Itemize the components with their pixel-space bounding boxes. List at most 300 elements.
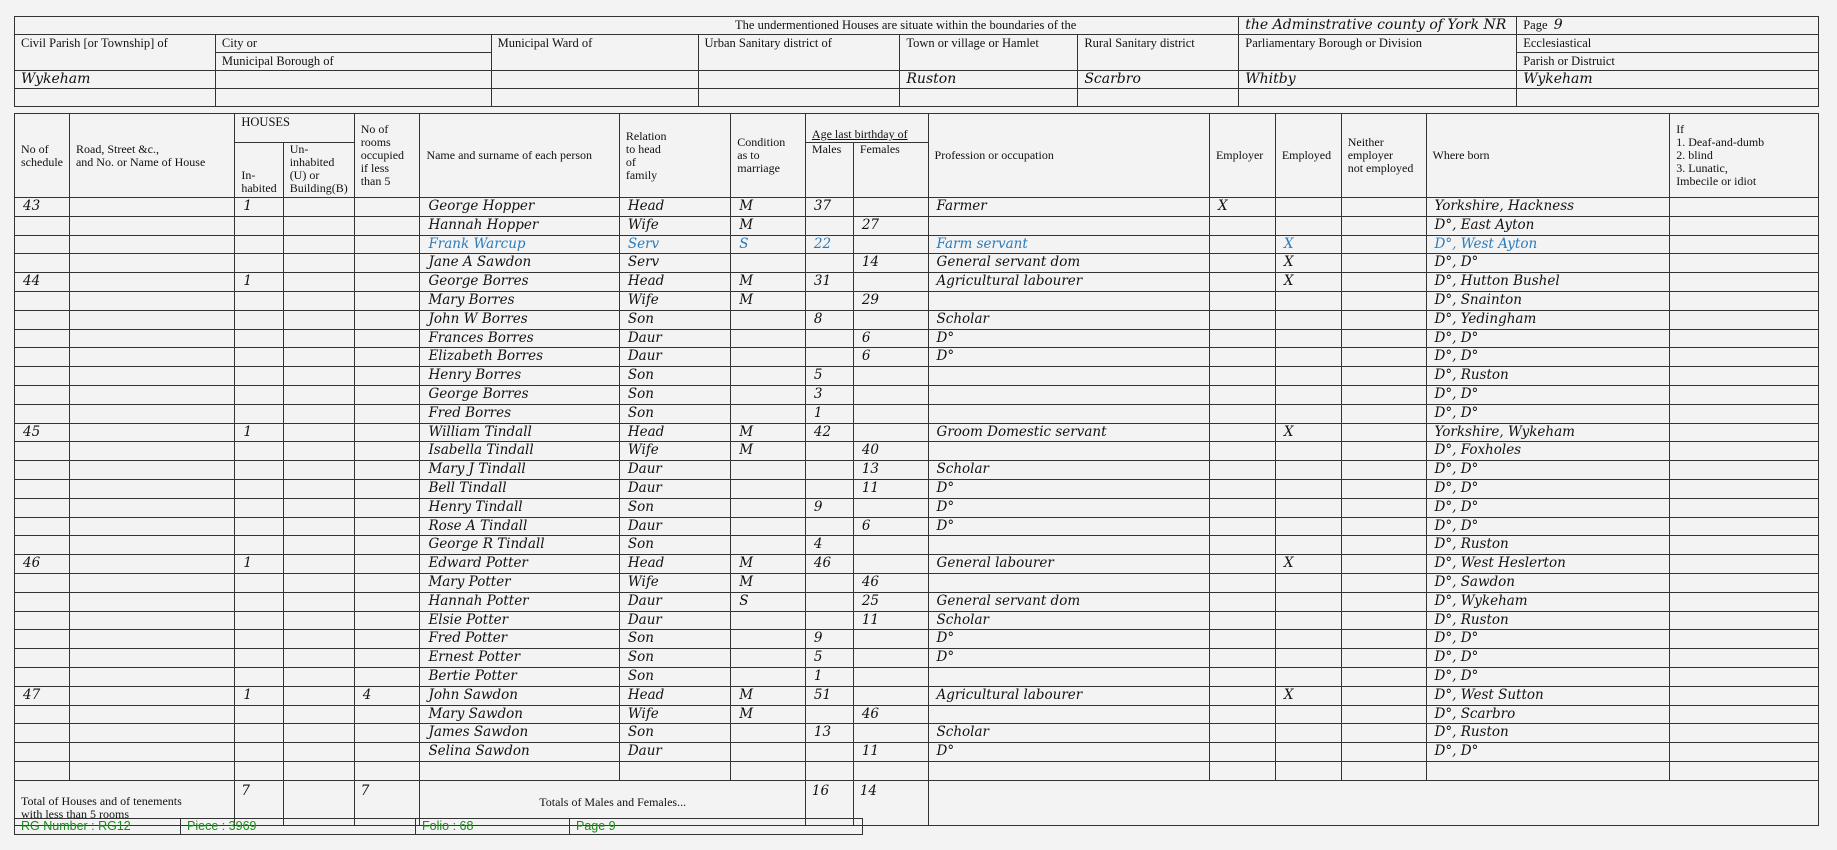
cell-male: [805, 611, 853, 630]
cell-born: D°, Yedingham: [1426, 310, 1670, 329]
cell-employed: [1275, 592, 1341, 611]
cell-schedule: [15, 310, 70, 329]
cell-born: D°, West Ayton: [1426, 235, 1670, 254]
cell-condition: M: [731, 705, 806, 724]
cell-male: [805, 517, 853, 536]
cell-employer: [1209, 310, 1275, 329]
cell-male: [805, 705, 853, 724]
table-row: [15, 404, 1819, 423]
cell-employer: [1209, 630, 1275, 649]
cell-neither: [1341, 423, 1426, 442]
cell-employer: [1209, 329, 1275, 348]
cell-employer: [1209, 592, 1275, 611]
cell-inhabited: [235, 630, 283, 649]
cell-female: 6: [853, 329, 928, 348]
cell-male: [805, 291, 853, 310]
cell-schedule: [15, 329, 70, 348]
cell-born: D°, D°: [1426, 498, 1670, 517]
col-employer: Employer: [1209, 114, 1275, 198]
cell-uninhabited: [283, 611, 354, 630]
cell-condition: S: [731, 235, 806, 254]
cell-employed: X: [1275, 423, 1341, 442]
totals-inhabited: 7: [235, 780, 283, 825]
cell-schedule: [15, 479, 70, 498]
cell-name: Mary Sawdon: [420, 705, 619, 724]
cell-condition: M: [731, 198, 806, 217]
cell-name: Ernest Potter: [420, 649, 619, 668]
cell-rooms: [354, 479, 420, 498]
table-row: [15, 705, 1819, 724]
cell-male: 13: [805, 724, 853, 743]
cell-condition: M: [731, 216, 806, 235]
cell-uninhabited: [283, 310, 354, 329]
cell-rooms: [354, 743, 420, 762]
cell-female: 46: [853, 573, 928, 592]
cell-male: [805, 254, 853, 273]
cell-employer: [1209, 667, 1275, 686]
cell-rooms: [354, 649, 420, 668]
cell-neither: [1341, 705, 1426, 724]
cell-name: Elsie Potter: [420, 611, 619, 630]
cell-occupation: D°: [928, 517, 1209, 536]
cell-schedule: [15, 235, 70, 254]
cell-relation: Daur: [619, 348, 730, 367]
cell-occupation: Scholar: [928, 310, 1209, 329]
cell-inhabited: [235, 329, 283, 348]
cell-born: D°, D°: [1426, 649, 1670, 668]
cell-male: 1: [805, 404, 853, 423]
value-civil-parish: Wykeham: [15, 71, 216, 89]
cell-female: 40: [853, 442, 928, 461]
cell-schedule: [15, 367, 70, 386]
cell-employed: [1275, 442, 1341, 461]
cell-uninhabited: [283, 198, 354, 217]
cell-name: George Borres: [420, 385, 619, 404]
cell-schedule: 43: [15, 198, 70, 217]
label-civil-parish: Civil Parish [or Township] of: [15, 35, 216, 53]
cell-employer: [1209, 442, 1275, 461]
cell-schedule: [15, 630, 70, 649]
cell-rooms: [354, 404, 420, 423]
cell-inhabited: [235, 235, 283, 254]
col-where-born: Where born: [1426, 114, 1670, 198]
cell-rooms: [354, 461, 420, 480]
table-row: [15, 686, 1819, 705]
cell-male: 31: [805, 273, 853, 292]
cell-neither: [1341, 667, 1426, 686]
cell-rooms: [354, 385, 420, 404]
cell-employer: [1209, 498, 1275, 517]
col-uninhabited: Un- inhabited (U) or Building(B): [283, 143, 354, 198]
cell-born: D°, D°: [1426, 667, 1670, 686]
cell-name: Hannah Potter: [420, 592, 619, 611]
page-number: Page 9: [1517, 17, 1819, 35]
cell-employed: [1275, 611, 1341, 630]
cell-male: 42: [805, 423, 853, 442]
cell-uninhabited: [283, 630, 354, 649]
cell-schedule: [15, 461, 70, 480]
cell-male: [805, 216, 853, 235]
cell-uninhabited: [283, 667, 354, 686]
cell-neither: [1341, 498, 1426, 517]
col-infirmity: If 1. Deaf-and-dumb 2. blind 3. Lunatic, Imbecile or idiot: [1670, 114, 1819, 198]
cell-schedule: [15, 442, 70, 461]
label-ward: Municipal Ward of: [491, 35, 698, 53]
cell-schedule: [15, 573, 70, 592]
cell-neither: [1341, 216, 1426, 235]
cell-relation: Head: [619, 423, 730, 442]
cell-relation: Daur: [619, 611, 730, 630]
cell-neither: [1341, 291, 1426, 310]
col-rooms: No of rooms occupied if less than 5: [354, 114, 420, 198]
cell-female: 11: [853, 611, 928, 630]
cell-female: [853, 367, 928, 386]
col-relation: Relation to head of family: [619, 114, 730, 198]
cell-schedule: [15, 761, 70, 780]
label-eccl-parish: Parish or Distruict: [1517, 53, 1819, 71]
cell-employed: X: [1275, 686, 1341, 705]
cell-road: [69, 461, 234, 480]
cell-occupation: D°: [928, 329, 1209, 348]
cell-born: D°, Snainton: [1426, 291, 1670, 310]
cell-occupation: [928, 367, 1209, 386]
cell-rooms: [354, 592, 420, 611]
cell-female: [853, 536, 928, 555]
cell-relation: Son: [619, 385, 730, 404]
cell-occupation: General servant dom: [928, 592, 1209, 611]
reference-bar: [14, 818, 863, 835]
cell-infirmity: [1670, 367, 1819, 386]
cell-condition: [731, 367, 806, 386]
cell-infirmity: [1670, 724, 1819, 743]
col-employed: Employed: [1275, 114, 1341, 198]
cell-inhabited: [235, 348, 283, 367]
cell-occupation: Scholar: [928, 611, 1209, 630]
cell-uninhabited: [283, 555, 354, 574]
boundary-header: [14, 16, 1819, 107]
cell-occupation: [928, 573, 1209, 592]
cell-rooms: [354, 536, 420, 555]
ref-piece: Piece : 3969: [181, 819, 416, 835]
cell-male: [805, 348, 853, 367]
cell-infirmity: [1670, 291, 1819, 310]
cell-rooms: [354, 611, 420, 630]
cell-employer: [1209, 611, 1275, 630]
table-row: [15, 216, 1819, 235]
cell-born: D°, D°: [1426, 254, 1670, 273]
cell-neither: [1341, 573, 1426, 592]
cell-name: George Borres: [420, 273, 619, 292]
cell-condition: [731, 385, 806, 404]
cell-schedule: 44: [15, 273, 70, 292]
cell-road: [69, 761, 234, 780]
cell-female: 6: [853, 348, 928, 367]
cell-female: [853, 630, 928, 649]
cell-uninhabited: [283, 705, 354, 724]
cell-male: [805, 573, 853, 592]
cell-rooms: [354, 630, 420, 649]
cell-condition: [731, 611, 806, 630]
cell-inhabited: [235, 517, 283, 536]
col-inhabited: In- habited: [235, 143, 283, 198]
cell-name: Bell Tindall: [420, 479, 619, 498]
table-row: [15, 329, 1819, 348]
cell-uninhabited: [283, 404, 354, 423]
cell-condition: S: [731, 592, 806, 611]
cell-employed: [1275, 667, 1341, 686]
cell-road: [69, 498, 234, 517]
cell-road: [69, 724, 234, 743]
cell-road: [69, 705, 234, 724]
cell-employer: [1209, 517, 1275, 536]
cell-condition: M: [731, 686, 806, 705]
cell-infirmity: [1670, 423, 1819, 442]
cell-born: Yorkshire, Hackness: [1426, 198, 1670, 217]
cell-relation: Wife: [619, 442, 730, 461]
label-municipal-borough: Municipal Borough of: [215, 53, 491, 71]
cell-schedule: [15, 254, 70, 273]
cell-infirmity: [1670, 686, 1819, 705]
cell-uninhabited: [283, 479, 354, 498]
ref-folio: Folio : 68: [416, 819, 570, 835]
table-row: [15, 743, 1819, 762]
cell-rooms: [354, 329, 420, 348]
cell-inhabited: [235, 592, 283, 611]
cell-name: Henry Borres: [420, 367, 619, 386]
cell-occupation: Groom Domestic servant: [928, 423, 1209, 442]
cell-neither: [1341, 442, 1426, 461]
cell-relation: Wife: [619, 705, 730, 724]
cell-condition: [731, 461, 806, 480]
cell-relation: Son: [619, 536, 730, 555]
cell-employer: [1209, 423, 1275, 442]
col-houses: HOUSES: [235, 114, 354, 143]
cell-relation: [619, 761, 730, 780]
totals-persons-label: Totals of Males and Females...: [420, 780, 805, 825]
cell-name: Isabella Tindall: [420, 442, 619, 461]
cell-road: [69, 235, 234, 254]
cell-female: [853, 498, 928, 517]
cell-infirmity: [1670, 385, 1819, 404]
cell-neither: [1341, 479, 1426, 498]
cell-born: D°, D°: [1426, 743, 1670, 762]
cell-occupation: [928, 404, 1209, 423]
table-row: [15, 254, 1819, 273]
cell-rooms: [354, 555, 420, 574]
cell-road: [69, 686, 234, 705]
cell-infirmity: [1670, 649, 1819, 668]
cell-road: [69, 517, 234, 536]
cell-neither: [1341, 404, 1426, 423]
cell-rooms: [354, 498, 420, 517]
cell-condition: [731, 404, 806, 423]
cell-condition: [731, 498, 806, 517]
cell-employed: X: [1275, 235, 1341, 254]
table-row: [15, 630, 1819, 649]
cell-infirmity: [1670, 743, 1819, 762]
cell-schedule: [15, 291, 70, 310]
cell-schedule: [15, 592, 70, 611]
cell-condition: M: [731, 423, 806, 442]
cell-neither: [1341, 348, 1426, 367]
col-neither: Neither employer not employed: [1341, 114, 1426, 198]
cell-female: [853, 761, 928, 780]
table-row: [15, 555, 1819, 574]
cell-condition: [731, 348, 806, 367]
cell-infirmity: [1670, 254, 1819, 273]
cell-female: [853, 686, 928, 705]
cell-rooms: [354, 216, 420, 235]
cell-employer: [1209, 724, 1275, 743]
cell-relation: Son: [619, 367, 730, 386]
cell-born: D°, West Sutton: [1426, 686, 1670, 705]
cell-name: Frank Warcup: [420, 235, 619, 254]
cell-employed: [1275, 291, 1341, 310]
cell-uninhabited: [283, 216, 354, 235]
cell-relation: Son: [619, 310, 730, 329]
cell-male: 51: [805, 686, 853, 705]
cell-condition: [731, 329, 806, 348]
cell-schedule: [15, 385, 70, 404]
cell-condition: [731, 649, 806, 668]
cell-occupation: [928, 442, 1209, 461]
cell-occupation: Scholar: [928, 461, 1209, 480]
cell-condition: M: [731, 555, 806, 574]
cell-relation: Son: [619, 667, 730, 686]
table-row: [15, 611, 1819, 630]
cell-uninhabited: [283, 536, 354, 555]
cell-uninhabited: [283, 254, 354, 273]
cell-schedule: [15, 498, 70, 517]
cell-occupation: D°: [928, 348, 1209, 367]
cell-neither: [1341, 724, 1426, 743]
cell-inhabited: [235, 479, 283, 498]
cell-male: 3: [805, 385, 853, 404]
cell-rooms: [354, 667, 420, 686]
cell-name: George R Tindall: [420, 536, 619, 555]
cell-infirmity: [1670, 517, 1819, 536]
table-row: [15, 761, 1819, 780]
cell-inhabited: [235, 442, 283, 461]
ref-rg-number: RG Number : RG12: [15, 819, 181, 835]
label-parliamentary: Parliamentary Borough or Division: [1239, 35, 1517, 53]
cell-road: [69, 329, 234, 348]
cell-born: D°, Ruston: [1426, 724, 1670, 743]
cell-condition: [731, 536, 806, 555]
table-row: [15, 667, 1819, 686]
cell-name: George Hopper: [420, 198, 619, 217]
cell-employed: [1275, 649, 1341, 668]
cell-relation: Wife: [619, 573, 730, 592]
cell-infirmity: [1670, 555, 1819, 574]
cell-uninhabited: [283, 498, 354, 517]
cell-neither: [1341, 310, 1426, 329]
cell-condition: [731, 667, 806, 686]
cell-rooms: [354, 367, 420, 386]
cell-rooms: [354, 254, 420, 273]
table-row: [15, 592, 1819, 611]
cell-employed: X: [1275, 555, 1341, 574]
cell-name: Bertie Potter: [420, 667, 619, 686]
value-urban: [698, 71, 900, 89]
cell-rooms: [354, 423, 420, 442]
cell-schedule: [15, 667, 70, 686]
cell-inhabited: [235, 461, 283, 480]
cell-employed: [1275, 743, 1341, 762]
cell-relation: Son: [619, 724, 730, 743]
cell-road: [69, 442, 234, 461]
col-name: Name and surname of each person: [420, 114, 619, 198]
cell-male: [805, 329, 853, 348]
cell-female: [853, 667, 928, 686]
cell-schedule: 45: [15, 423, 70, 442]
cell-born: D°, D°: [1426, 348, 1670, 367]
cell-male: 8: [805, 310, 853, 329]
cell-female: 11: [853, 743, 928, 762]
cell-employer: [1209, 291, 1275, 310]
cell-neither: [1341, 743, 1426, 762]
cell-name: Mary Borres: [420, 291, 619, 310]
cell-name: Mary Potter: [420, 573, 619, 592]
cell-neither: [1341, 630, 1426, 649]
cell-occupation: [928, 385, 1209, 404]
cell-employed: X: [1275, 254, 1341, 273]
cell-schedule: [15, 724, 70, 743]
label-rural: Rural Sanitary district: [1078, 35, 1239, 53]
cell-inhabited: [235, 649, 283, 668]
cell-employer: [1209, 761, 1275, 780]
cell-inhabited: [235, 573, 283, 592]
cell-condition: [731, 743, 806, 762]
cell-uninhabited: [283, 761, 354, 780]
table-row: [15, 235, 1819, 254]
cell-road: [69, 573, 234, 592]
cell-name: Edward Potter: [420, 555, 619, 574]
cell-born: Yorkshire, Wykeham: [1426, 423, 1670, 442]
cell-road: [69, 310, 234, 329]
totals-females: 14: [853, 780, 928, 825]
cell-male: [805, 442, 853, 461]
cell-road: [69, 667, 234, 686]
cell-male: 9: [805, 498, 853, 517]
cell-neither: [1341, 461, 1426, 480]
cell-uninhabited: [283, 423, 354, 442]
cell-infirmity: [1670, 198, 1819, 217]
col-schedule: No of schedule: [15, 114, 70, 198]
cell-name: Rose A Tindall: [420, 517, 619, 536]
cell-neither: [1341, 611, 1426, 630]
cell-road: [69, 291, 234, 310]
cell-infirmity: [1670, 498, 1819, 517]
cell-uninhabited: [283, 573, 354, 592]
cell-male: [805, 461, 853, 480]
cell-occupation: D°: [928, 479, 1209, 498]
table-row: [15, 423, 1819, 442]
cell-male: 46: [805, 555, 853, 574]
cell-employed: [1275, 310, 1341, 329]
cell-occupation: D°: [928, 498, 1209, 517]
census-sheet: [14, 16, 1819, 826]
cell-condition: [731, 479, 806, 498]
cell-employer: X: [1209, 198, 1275, 217]
cell-born: D°, Scarbro: [1426, 705, 1670, 724]
cell-male: 9: [805, 630, 853, 649]
label-town: Town or village or Hamlet: [900, 35, 1078, 53]
cell-condition: [731, 761, 806, 780]
table-row: [15, 291, 1819, 310]
cell-employed: [1275, 329, 1341, 348]
cell-rooms: [354, 273, 420, 292]
